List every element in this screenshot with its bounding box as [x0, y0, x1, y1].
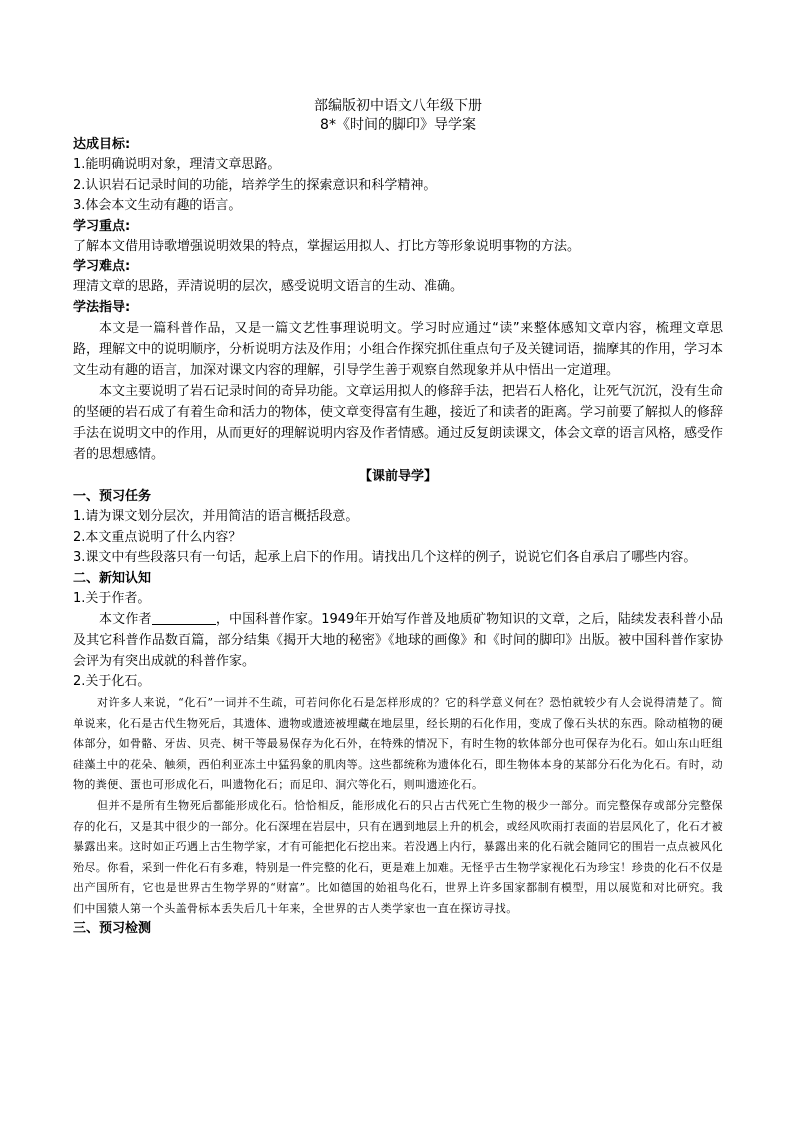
fossil-paragraph-1: 对许多人来说，“化石”一词并不生疏，可若问你化石是怎样形成的？它的科学意义何在？恐怕就较少有人会说得清楚了。简单说来，化石是古代生物死后，其遗体、遗物或遗迹被埋藏在地层里，经长期的石化作用，变成了像石头状的东西。除动植物的硬体部分，如骨骼、牙齿、贝壳、树干等最易保存为化石外，在特殊的情况下，有时生物的软体部分也可保存为化石。如山东山旺组硅藻土中的花朵、触须，西伯利亚冻土中猛犸象的肌肉等。这些都统称为遗体化石，即生物体本身的某部分石化为化石。有时，动物的粪便、蛋也可形成化石，叫遗物化石；而足印、洞穴等化石，则叫遗迹化石。: [73, 695, 723, 792]
goal-item: 1.能明确说明对象，理清文章思路。: [73, 157, 281, 172]
focus-label: 学习重点:: [73, 218, 131, 234]
goal-item: 3.体会本文生动有趣的语言。: [73, 198, 242, 214]
goals-label: 达成目标:: [73, 137, 131, 152]
difficulty-text: 理清文章的思路，弄清说明的层次，感受说明文语言的生动、准确。: [73, 279, 464, 295]
author-paragraph: [73, 609, 723, 672]
method-label: 学法指导:: [73, 299, 131, 315]
preview-item: 2.本文重点说明了什么内容？: [73, 529, 242, 545]
check-heading: 三、预习检测: [73, 921, 152, 937]
section-title-pre-study: 【课前导学】: [358, 468, 437, 484]
document-subtitle: 8*《时间的脚印》导学案: [320, 117, 476, 133]
author-name-blank[interactable]: [152, 610, 216, 625]
goal-item: 2.认识岩石记录时间的功能，培养学生的探索意识和科学精神。: [73, 177, 437, 193]
fossil-paragraph-2: 但并不是所有生物死后都能形成化石。恰恰相反，能形成化石的只占古代死亡生物的极少一部分。而完整保存或部分完整保存的化石，又是其中很少的一部分。化石深埋在岩层中，只有在遇到地层上升的机会，或经风吹雨打表面的岩层风化了，化石才被暴露出来。这时如正巧遇上古生物学家，才有可能把化石挖出来。若没遇上内行，暴露出来的化石就会随同它的围岩一点点被风化殆尽。你看，采到一件化石有多难，特别是一件完整的化石，更是难上加难。无怪乎古生物学家视化石为珍宝！珍贵的化石不仅是出产国所有，它也是世界古生物学界的“财富”。比如德国的始祖鸟化石，世界上许多国家都制有模型，用以展览和对比研究。我们中国猿人第一个头盖骨标本丢失后几十年来，全世界的古人类学家也一直在探访寻找。: [73, 798, 723, 915]
author-text: ，中国科普作家。1949年开始写作普及地质矿物知识的文章，之后，陆续发表科普小品及其它科普作品数百篇，部分结集《揭开大地的秘密》《地球的画像》和《时间的脚印》出版。被中国科普作家协会评为有突出成就的科普作家。: [73, 612, 723, 670]
new-knowledge-heading: 二、新知认知: [73, 570, 152, 586]
preview-item: 3.课文中有些段落只有一句话，起承上启下的作用。请找出几个这样的例子，说说它们各自承启了哪些内容。: [73, 550, 697, 566]
fossil-label: 2.关于化石。: [73, 674, 151, 690]
document-body: [73, 97, 723, 939]
difficulty-label: 学习难点:: [73, 259, 131, 275]
focus-text: 了解本文借用诗歌增强说明效果的特点，掌握运用拟人、打比方等形象说明事物的方法。: [73, 238, 581, 254]
method-paragraph-2: 本文主要说明了岩石记录时间的奇异功能。文章运用拟人的修辞手法，把岩石人格化，让死气沉沉，没有生命的坚硬的岩石成了有着生命和活力的物体，使文章变得富有生趣，接近了和读者的距离。学习前要了解拟人的修辞手法在说明文中的作用，从而更好的理解说明内容及作者情感。通过反复朗读课文，体会文章的语言风格，感受作者的思想感情。: [73, 383, 724, 462]
preview-item: 1.请为课文划分层次，并用简洁的语言概括段意。: [73, 508, 359, 524]
preview-heading: 一、预习任务: [73, 488, 152, 504]
method-paragraph-1: 本文是一篇科普作品，又是一篇文艺性事理说明文。学习时应通过“读”来整体感知文章内容，梳理文章思路，理解文中的说明顺序，分析说明方法及作用；小组合作探究抓住重点句子及关键词语，揣摩其的作用，学习本文生动有趣的语言，加深对课文内容的理解，引导学生善于观察自然现象并从中悟出一定道理。: [73, 320, 724, 378]
author-prefix: 本文作者: [99, 612, 152, 628]
author-label: 1.关于作者。: [73, 590, 151, 606]
document-title: 部编版初中语文八年级下册: [314, 98, 482, 114]
